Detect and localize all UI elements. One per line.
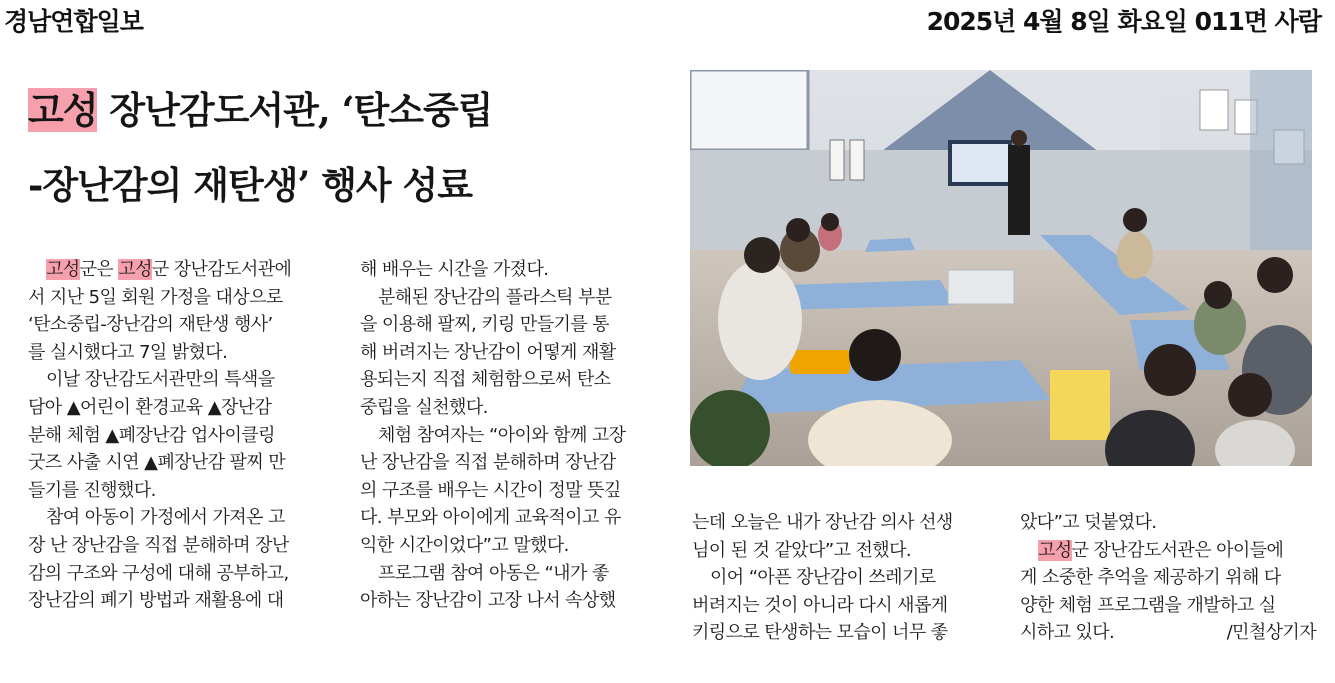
dateline: 2025년 4월 8일 화요일 011면 사람 [926, 7, 1321, 36]
body-text-line [1020, 619, 1320, 647]
line-text: 을 이용해 팔찌, 키링 만들기를 통 [360, 314, 609, 336]
line-text: 버려지는 것이 아니라 다시 새롭게 [692, 594, 948, 616]
body-text-line [360, 366, 662, 394]
body-text-line [360, 477, 662, 505]
body-text-line [28, 449, 330, 477]
headline-line-1-text: 장난감도서관, ‘탄소중립 [97, 88, 493, 132]
line-text: 중립을 실천했다. [360, 396, 488, 418]
line-text: 아하는 장난감이 고장 나서 속상했 [360, 590, 616, 612]
body-text-line [360, 256, 662, 284]
line-text: 담아 ▲어린이 환경교육 ▲장난감 [28, 396, 272, 418]
line-text: 익한 시간이었다”고 말했다. [360, 534, 569, 556]
body-text-line [692, 537, 994, 565]
body-text-line [1020, 537, 1320, 565]
body-text-line [28, 366, 330, 394]
line-text: 용되는지 직접 체험함으로써 탄소 [360, 369, 611, 391]
body-text-line [28, 504, 330, 532]
body-text-line [360, 587, 662, 615]
body-text-line [360, 532, 662, 560]
line-text: 프로그램 참여 아동은 “내가 좋 [378, 562, 609, 584]
line-text: 키링으로 탄생하는 모습이 너무 좋 [692, 622, 948, 644]
body-text-line [28, 422, 330, 450]
line-text: 는데 오늘은 내가 장난감 의사 선생 [692, 512, 953, 533]
body-text-line [28, 560, 330, 588]
line-text: 를 실시했다고 7일 밝혔다. [28, 341, 228, 363]
body-text-line [28, 339, 330, 367]
body-text-line [360, 560, 662, 588]
line-text: ‘탄소중립-장난감의 재탄생 행사’ [28, 314, 273, 336]
line-text: 체험 참여자는 “아이와 함께 고장 [378, 424, 626, 446]
highlighted-place-name: 고성 [1038, 539, 1072, 561]
line-text: 양한 체험 프로그램을 개발하고 실 [1020, 594, 1276, 616]
body-text-line [692, 564, 994, 592]
headline-line-1 [28, 80, 492, 134]
news-photo [690, 70, 1312, 466]
article-column-4 [1020, 509, 1320, 647]
body-text-line [360, 422, 662, 450]
article-column-3 [692, 509, 994, 647]
body-text-line [1020, 564, 1320, 592]
line-text: 장난감의 폐기 방법과 재활용에 대 [28, 590, 284, 612]
line-text: 군 장난감도서관은 아이들에 [1071, 539, 1284, 561]
body-text-line [1020, 592, 1320, 620]
body-text-line [28, 284, 330, 312]
line-text: 군은 [79, 259, 119, 280]
line-text: 참여 아동이 가정에서 가져온 고 [46, 507, 285, 529]
line-text: 군 장난감도서관에 [151, 259, 292, 280]
line-text: 서 지난 5일 회원 가정을 대상으로 [28, 286, 283, 308]
body-text-line [1020, 509, 1320, 537]
highlighted-place-name: 고성 [46, 259, 80, 280]
headline-line-2: -장난감의 재탄생’ 행사 성료 [28, 163, 473, 207]
line-text: 감의 구조와 구성에 대해 공부하고, [28, 562, 289, 584]
body-text-line [360, 449, 662, 477]
line-text: 해 버려지는 장난감이 어떻게 재활 [360, 341, 616, 363]
line-text: 다. 부모와 아이에게 교육적이고 유 [360, 507, 621, 529]
highlighted-place-name: 고성 [118, 259, 152, 280]
line-text: 들기를 진행했다. [28, 479, 156, 501]
body-text-line [28, 311, 330, 339]
line-text: 분해 체험 ▲폐장난감 업사이클링 [28, 424, 275, 446]
line-text: 해 배우는 시간을 가졌다. [360, 259, 549, 280]
body-text-line [360, 311, 662, 339]
body-text-line [692, 509, 994, 537]
line-text: 분해된 장난감의 플라스틱 부분 [378, 286, 612, 308]
body-text-line [692, 592, 994, 620]
body-text-line [360, 504, 662, 532]
line-text: 시하고 있다. [1020, 622, 1115, 644]
body-text-line [360, 394, 662, 422]
line-text: 의 구조를 배우는 시간이 정말 뜻깊 [360, 479, 621, 501]
line-text: 이어 “아픈 장난감이 쓰레기로 [710, 567, 936, 589]
masthead: 경남연합일보 [4, 7, 143, 36]
reporter-byline: /민철상기자 [1226, 622, 1316, 644]
line-text: 게 소중한 추억을 제공하기 위해 다 [1020, 567, 1281, 589]
body-text-line [28, 532, 330, 560]
body-text-line [28, 477, 330, 505]
line-text: 님이 된 것 같았다”고 전했다. [692, 539, 912, 561]
body-text-line [28, 256, 330, 284]
body-text-line [360, 339, 662, 367]
line-text: 장 난 장난감을 직접 분해하며 장난 [28, 534, 289, 556]
body-text-line [28, 394, 330, 422]
headline-highlight: 고성 [28, 88, 98, 132]
article-column-1 [28, 256, 330, 615]
line-text: 굿즈 사출 시연 ▲폐장난감 팔찌 만 [28, 452, 286, 474]
body-text-line [28, 587, 330, 615]
line-text: 난 장난감을 직접 분해하며 장난감 [360, 452, 616, 474]
line-text: 았다”고 덧붙였다. [1020, 512, 1157, 533]
article-column-2 [360, 256, 662, 615]
line-text: 이날 장난감도서관만의 특색을 [46, 369, 275, 391]
body-text-line [360, 284, 662, 312]
body-text-line [692, 619, 994, 647]
